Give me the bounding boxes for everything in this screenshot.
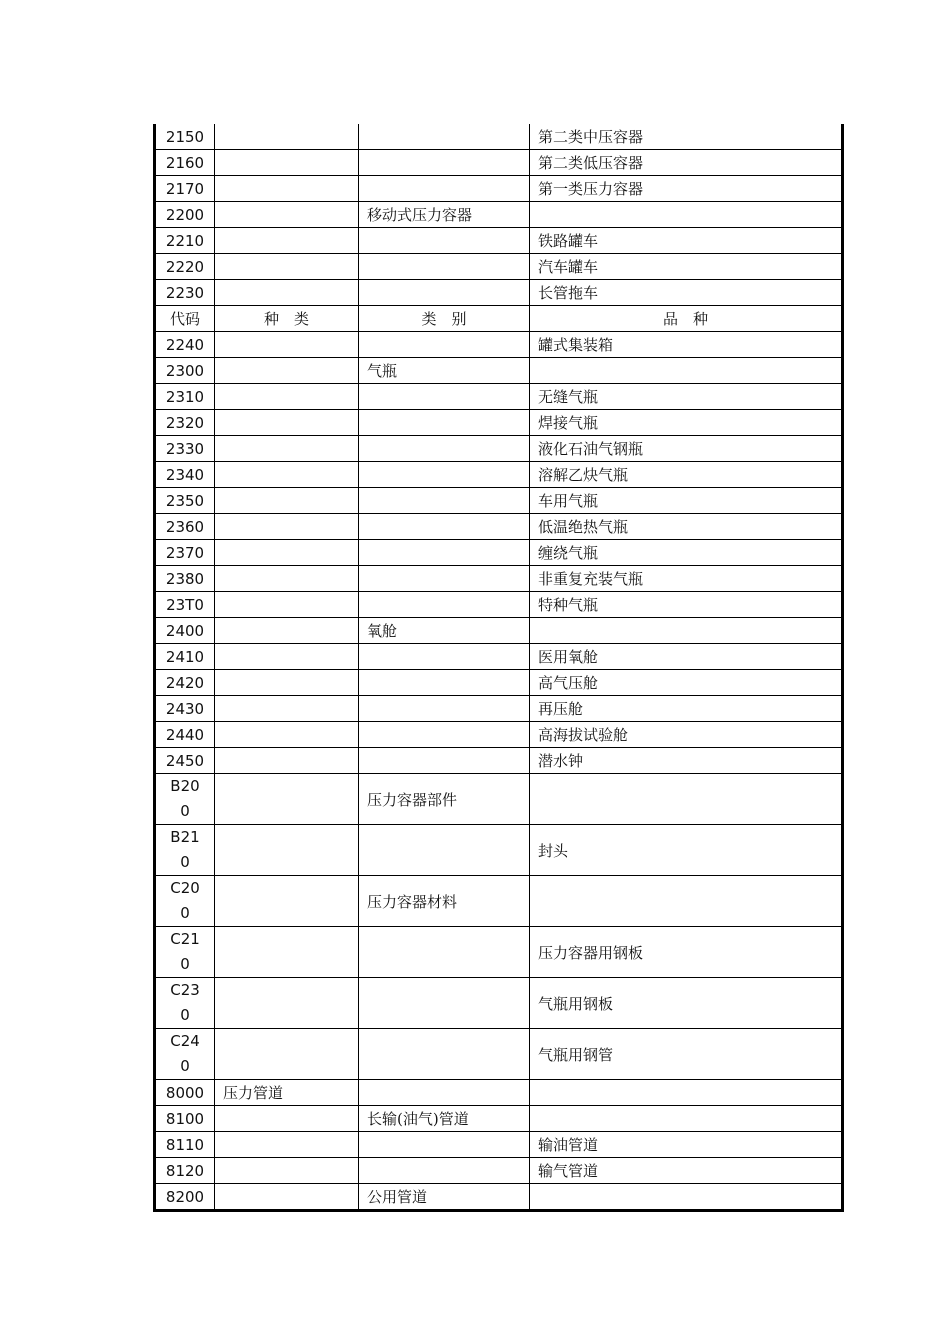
variety-cell: 车用气瓶 xyxy=(530,488,843,514)
table-row xyxy=(155,436,843,462)
category-cell xyxy=(359,927,530,978)
table-row xyxy=(155,566,843,592)
type-cell xyxy=(215,978,359,1029)
table-row xyxy=(155,202,843,228)
type-cell xyxy=(215,436,359,462)
code-cell: 2450 xyxy=(155,748,215,774)
variety-cell: 压力容器用钢板 xyxy=(530,927,843,978)
table-row xyxy=(155,927,843,978)
type-cell xyxy=(215,696,359,722)
code-cell: 8100 xyxy=(155,1106,215,1132)
type-cell xyxy=(215,618,359,644)
variety-cell: 医用氧舱 xyxy=(530,644,843,670)
code-cell: 8120 xyxy=(155,1158,215,1184)
code-cell: 2330 xyxy=(155,436,215,462)
category-cell xyxy=(359,254,530,280)
type-cell xyxy=(215,644,359,670)
category-cell xyxy=(359,1080,530,1106)
code-cell: 2360 xyxy=(155,514,215,540)
code-cell: C20 0 xyxy=(155,876,215,927)
table-row xyxy=(155,1184,843,1211)
category-cell xyxy=(359,150,530,176)
category-cell xyxy=(359,644,530,670)
variety-cell: 高海拔试验舱 xyxy=(530,722,843,748)
type-cell xyxy=(215,254,359,280)
variety-cell xyxy=(530,774,843,825)
table-row xyxy=(155,228,843,254)
variety-cell xyxy=(530,202,843,228)
table-row xyxy=(155,978,843,1029)
table-row xyxy=(155,1029,843,1080)
category-cell xyxy=(359,332,530,358)
variety-cell: 品 种 xyxy=(530,306,843,332)
category-cell xyxy=(359,670,530,696)
code-cell: 2410 xyxy=(155,644,215,670)
table-row xyxy=(155,124,843,150)
type-cell xyxy=(215,1106,359,1132)
code-cell: C21 0 xyxy=(155,927,215,978)
type-cell xyxy=(215,722,359,748)
type-cell xyxy=(215,228,359,254)
code-cell: 8000 xyxy=(155,1080,215,1106)
type-cell xyxy=(215,1158,359,1184)
table-row xyxy=(155,592,843,618)
code-cell: 2150 xyxy=(155,124,215,150)
variety-cell: 铁路罐车 xyxy=(530,228,843,254)
variety-cell: 输油管道 xyxy=(530,1132,843,1158)
table-row xyxy=(155,410,843,436)
category-cell xyxy=(359,1132,530,1158)
code-cell: 2320 xyxy=(155,410,215,436)
category-cell xyxy=(359,540,530,566)
category-cell xyxy=(359,1029,530,1080)
type-cell xyxy=(215,514,359,540)
variety-cell: 气瓶用钢管 xyxy=(530,1029,843,1080)
type-cell xyxy=(215,124,359,150)
code-cell: 2340 xyxy=(155,462,215,488)
code-cell: 2170 xyxy=(155,176,215,202)
code-cell: B21 0 xyxy=(155,825,215,876)
category-cell xyxy=(359,436,530,462)
code-cell: C23 0 xyxy=(155,978,215,1029)
table-row xyxy=(155,540,843,566)
type-cell xyxy=(215,876,359,927)
code-cell: 2400 xyxy=(155,618,215,644)
variety-cell xyxy=(530,1106,843,1132)
category-cell xyxy=(359,280,530,306)
type-cell xyxy=(215,358,359,384)
table-row xyxy=(155,618,843,644)
code-cell: 2200 xyxy=(155,202,215,228)
type-cell xyxy=(215,384,359,410)
category-cell: 压力容器部件 xyxy=(359,774,530,825)
type-cell xyxy=(215,774,359,825)
variety-cell xyxy=(530,618,843,644)
variety-cell: 溶解乙炔气瓶 xyxy=(530,462,843,488)
variety-cell: 潜水钟 xyxy=(530,748,843,774)
code-cell: 2160 xyxy=(155,150,215,176)
variety-cell xyxy=(530,1080,843,1106)
type-cell: 种 类 xyxy=(215,306,359,332)
type-cell xyxy=(215,1029,359,1080)
category-cell xyxy=(359,124,530,150)
code-cell: 2230 xyxy=(155,280,215,306)
table-body xyxy=(155,124,843,1211)
category-cell xyxy=(359,514,530,540)
table-row xyxy=(155,358,843,384)
code-cell: C24 0 xyxy=(155,1029,215,1080)
table-row xyxy=(155,150,843,176)
variety-cell: 高气压舱 xyxy=(530,670,843,696)
category-cell xyxy=(359,748,530,774)
code-cell: 2380 xyxy=(155,566,215,592)
equipment-code-table xyxy=(153,124,844,1212)
type-cell xyxy=(215,927,359,978)
table-row xyxy=(155,825,843,876)
category-cell xyxy=(359,825,530,876)
code-cell: 2440 xyxy=(155,722,215,748)
category-cell xyxy=(359,566,530,592)
category-cell xyxy=(359,462,530,488)
variety-cell: 罐式集装箱 xyxy=(530,332,843,358)
category-cell: 气瓶 xyxy=(359,358,530,384)
type-cell xyxy=(215,670,359,696)
code-cell: 2210 xyxy=(155,228,215,254)
category-cell xyxy=(359,722,530,748)
code-cell: 2220 xyxy=(155,254,215,280)
variety-cell: 液化石油气钢瓶 xyxy=(530,436,843,462)
type-cell xyxy=(215,1132,359,1158)
variety-cell: 低温绝热气瓶 xyxy=(530,514,843,540)
table-row xyxy=(155,280,843,306)
table-row xyxy=(155,384,843,410)
category-cell xyxy=(359,696,530,722)
type-cell xyxy=(215,176,359,202)
code-cell: 2350 xyxy=(155,488,215,514)
table-row xyxy=(155,332,843,358)
variety-cell: 气瓶用钢板 xyxy=(530,978,843,1029)
table-row xyxy=(155,1080,843,1106)
variety-cell xyxy=(530,358,843,384)
table-row xyxy=(155,254,843,280)
variety-cell: 汽车罐车 xyxy=(530,254,843,280)
category-cell: 移动式压力容器 xyxy=(359,202,530,228)
table-row xyxy=(155,462,843,488)
type-cell xyxy=(215,592,359,618)
table-row xyxy=(155,722,843,748)
code-cell: 2240 xyxy=(155,332,215,358)
variety-cell: 长管拖车 xyxy=(530,280,843,306)
variety-cell: 特种气瓶 xyxy=(530,592,843,618)
table-row xyxy=(155,644,843,670)
table-row xyxy=(155,1158,843,1184)
type-cell xyxy=(215,280,359,306)
category-cell xyxy=(359,410,530,436)
category-cell: 压力容器材料 xyxy=(359,876,530,927)
category-cell xyxy=(359,1158,530,1184)
category-cell xyxy=(359,384,530,410)
category-cell: 长输(油气)管道 xyxy=(359,1106,530,1132)
table-header-row xyxy=(155,306,843,332)
variety-cell: 再压舱 xyxy=(530,696,843,722)
category-cell: 公用管道 xyxy=(359,1184,530,1211)
type-cell xyxy=(215,825,359,876)
table-row xyxy=(155,774,843,825)
type-cell xyxy=(215,748,359,774)
table-row xyxy=(155,748,843,774)
type-cell xyxy=(215,566,359,592)
table-row xyxy=(155,696,843,722)
category-cell xyxy=(359,592,530,618)
category-cell: 类 别 xyxy=(359,306,530,332)
variety-cell: 第一类压力容器 xyxy=(530,176,843,202)
table-row xyxy=(155,670,843,696)
table-row xyxy=(155,1106,843,1132)
type-cell xyxy=(215,202,359,228)
code-cell: 代码 xyxy=(155,306,215,332)
code-cell: 2370 xyxy=(155,540,215,566)
table-row xyxy=(155,514,843,540)
type-cell xyxy=(215,488,359,514)
variety-cell: 无缝气瓶 xyxy=(530,384,843,410)
variety-cell: 缠绕气瓶 xyxy=(530,540,843,566)
code-cell: 8200 xyxy=(155,1184,215,1211)
variety-cell: 焊接气瓶 xyxy=(530,410,843,436)
type-cell xyxy=(215,540,359,566)
type-cell xyxy=(215,462,359,488)
category-cell xyxy=(359,228,530,254)
table-row xyxy=(155,488,843,514)
variety-cell xyxy=(530,1184,843,1211)
category-cell xyxy=(359,176,530,202)
type-cell: 压力管道 xyxy=(215,1080,359,1106)
variety-cell: 第二类中压容器 xyxy=(530,124,843,150)
table-row xyxy=(155,876,843,927)
variety-cell xyxy=(530,876,843,927)
code-cell: 2420 xyxy=(155,670,215,696)
category-cell xyxy=(359,978,530,1029)
code-cell: 23T0 xyxy=(155,592,215,618)
type-cell xyxy=(215,410,359,436)
code-cell: 2300 xyxy=(155,358,215,384)
code-cell: 2430 xyxy=(155,696,215,722)
variety-cell: 封头 xyxy=(530,825,843,876)
variety-cell: 输气管道 xyxy=(530,1158,843,1184)
category-cell xyxy=(359,488,530,514)
code-cell: B20 0 xyxy=(155,774,215,825)
code-cell: 8110 xyxy=(155,1132,215,1158)
variety-cell: 非重复充装气瓶 xyxy=(530,566,843,592)
table-row xyxy=(155,176,843,202)
code-cell: 2310 xyxy=(155,384,215,410)
variety-cell: 第二类低压容器 xyxy=(530,150,843,176)
type-cell xyxy=(215,1184,359,1211)
category-cell: 氧舱 xyxy=(359,618,530,644)
type-cell xyxy=(215,332,359,358)
table-row xyxy=(155,1132,843,1158)
type-cell xyxy=(215,150,359,176)
